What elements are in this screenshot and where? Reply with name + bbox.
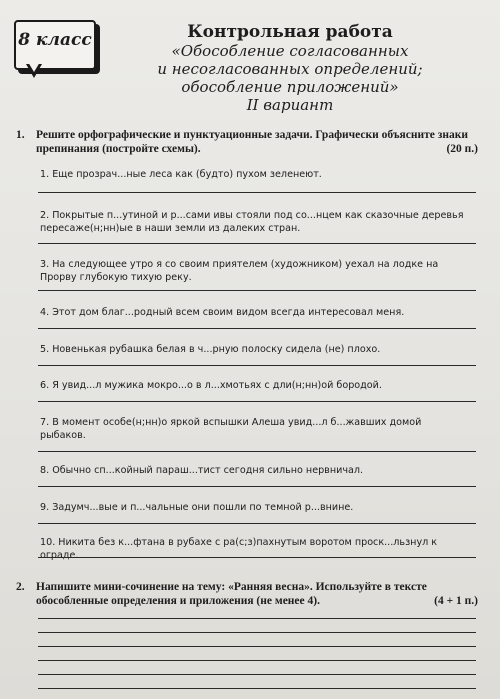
exercise-item: 3. На следующее утро я со своим приятелем (художником) уехал на лодке на Прорву глубокую тихую реку. xyxy=(40,259,439,283)
task-2-instruction xyxy=(16,580,478,608)
worksheet-subtitle-line: обособление приложений» xyxy=(181,78,399,96)
essay-line xyxy=(38,688,476,689)
variant-label: II вариант xyxy=(246,96,334,114)
answer-line xyxy=(38,486,476,487)
exercise-item: 1. Еще прозрач...ные леса как (будто) пухом зеленеют. xyxy=(40,169,322,180)
exercise-item: 2. Покрытые п...утиной и р...сами ивы стояли под со...нцем как сказочные деревья пересаже(н;нн)ые в наши земли из далеких стран. xyxy=(40,210,464,234)
exercise-item: 5. Новенькая рубашка белая в ч...рную полоску сидела (не) плохо. xyxy=(40,344,381,355)
exercise-item: 10. Никита без к...фтана в рубахе с ра(с;з)пахнутым воротом проск...льзнул к ограде. xyxy=(40,537,438,561)
grade-badge-text: 8 класс xyxy=(18,30,92,50)
task-1-instruction xyxy=(16,128,478,156)
essay-line xyxy=(38,646,476,647)
essay-line xyxy=(38,674,476,675)
task-2-points: (4 + 1 п.) xyxy=(434,595,478,607)
essay-line xyxy=(38,660,476,661)
essay-line xyxy=(38,632,476,633)
task-1-number: 1. xyxy=(16,129,25,141)
worksheet-title: Контрольная работа xyxy=(187,22,393,42)
answer-line xyxy=(38,451,476,452)
answer-line xyxy=(38,243,476,244)
exercise-item: 8. Обычно сп...койный параш...тист сегодня сильно нервничал. xyxy=(40,465,364,476)
answer-line xyxy=(38,328,476,329)
answer-line xyxy=(38,290,476,291)
answer-line xyxy=(38,401,476,402)
grade-badge-tail-inner xyxy=(28,62,40,72)
exercise-item: 7. В момент особе(н;нн)о яркой вспышки Алеша увид...л б...жавших домой рыбаков. xyxy=(40,417,422,441)
task-2-text: Напишите мини-сочинение на тему: «Ранняя весна». Используйте в тексте обособленные определения и приложения (не менее 4). xyxy=(36,581,427,607)
exercise-item: 6. Я увид...л мужика мокро...о в л...хмотьях с дли(н;нн)ой бородой. xyxy=(40,380,382,391)
exercise-item: 4. Этот дом благ...родный всем своим видом всегда интересовал меня. xyxy=(40,307,405,318)
answer-line xyxy=(38,557,476,558)
task-2-number: 2. xyxy=(16,581,25,593)
answer-line xyxy=(38,365,476,366)
task-1-text: Решите орфографические и пунктуационные задачи. Графически объясните знаки препинания (постройте схемы). xyxy=(36,129,468,155)
essay-line xyxy=(38,618,476,619)
grade-badge xyxy=(14,20,96,70)
exercise-item: 9. Задумч...вые и п...чальные они пошли по темной р...внине. xyxy=(40,502,354,513)
answer-line xyxy=(38,523,476,524)
task-1-points: (20 п.) xyxy=(446,143,478,155)
worksheet-subtitle-line: «Обособление согласованных xyxy=(171,42,409,60)
answer-line xyxy=(38,192,476,193)
worksheet-subtitle-line: и несогласованных определений; xyxy=(157,60,423,78)
worksheet-header xyxy=(110,22,470,114)
